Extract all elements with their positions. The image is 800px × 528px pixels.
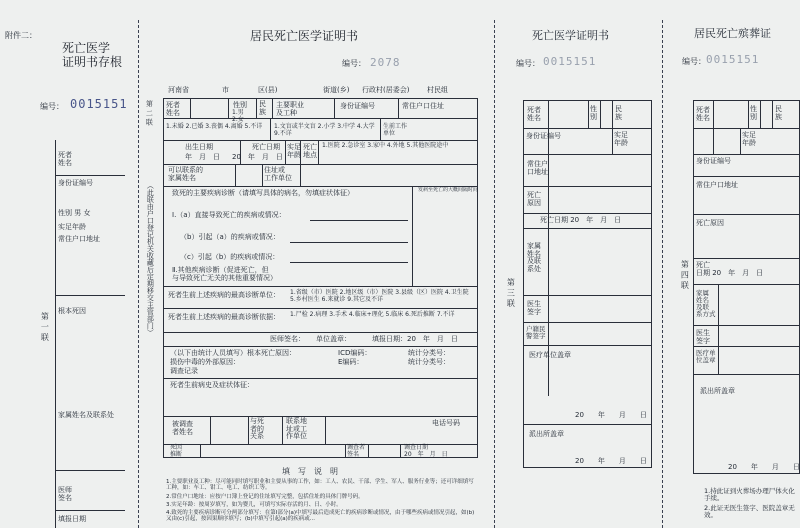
r3-age-label: 实足 年龄 [287,143,301,159]
col4-name-label: 死者 姓名 [696,106,710,122]
col3-hospital-seal: 医疗单位盖章 [529,351,571,359]
stub-part-label: 第 一 联 [40,312,50,342]
sign-unit-label: 单位盖章： [316,335,351,343]
r1-name-label: 死者 姓名 [166,101,180,117]
col3-title: 死亡医学证明书 [532,29,609,42]
diag-line-b: （b）引起（a）的疾病或情况： [180,233,280,241]
r4-family-label: 可以联系的 家属姓名 [168,166,203,182]
interval-header: 发病至死亡的大概间隔时间 [418,187,479,193]
col3-police-date: 20 年 月 日 [575,457,647,465]
stats-class-no2: 统计分类号： [408,358,450,366]
col4-nation-label: 民 族 [775,105,782,121]
stub-address-label: 常住户口地址 [58,235,100,243]
col4-note-2: 2.此证无医生签字、医院盖章无效。 [704,504,795,520]
col4-part-label: 第 四 联 [680,260,690,290]
r2-workplace-label: 生前工作单位 [383,123,408,137]
col4-police-seal: 派出所盖章 [700,387,735,395]
main-part-label: 第 二 联 [145,100,154,126]
respondent-label: 被调查 者姓名 [172,420,193,436]
col3-nation-label: 民 族 [615,105,622,121]
stub-family-label: 家属姓名及联系处 [58,411,114,419]
r1-id-label: 身份证编号 [340,102,375,110]
col3-age-label: 实足 年龄 [614,131,628,147]
main-title: 居民死亡医学证明书 [250,29,359,43]
stub-serial-number: 0015151 [70,97,128,111]
r3-death-ymd: 20 年 月 日 [232,153,283,161]
highest-unit-label: 死者生前上述疾病的最高诊断单位： [168,291,280,299]
col3-address-label: 常住户 口地址 [527,160,548,176]
col3-death-date: 死亡日期 20 年 月 日 [540,216,622,224]
col3-serial-number: 0015151 [543,55,597,68]
stats-external-cause: 损伤中毒的外部原因： [170,358,240,366]
perforation-line-3 [662,20,663,528]
stub-id-label: 身份证编号 [58,179,93,187]
r1-sex-opts: 1.男 2.女 [232,109,244,123]
col3-doctor-label: 医生 签字 [527,300,541,316]
col4-cause-label: 死亡原因 [696,219,724,227]
col3-id-label: 身份证编号 [526,132,561,140]
r1-sex-label: 性别 [233,101,247,109]
col3-police-seal: 派出所盖章 [529,430,564,438]
stub-sex-label: 性别 男 女 [58,209,91,217]
col4-doctor-label: 医生 签字 [696,329,710,345]
stats-e-code: E编码： [338,358,364,366]
contact-label: 联系地 址或工 作单位 [286,417,307,441]
col4-serial-label: 编号： [682,57,706,66]
main-serial-number: 2078 [370,56,401,69]
stub-age-label: 实足年龄 [58,223,86,231]
perforation-line-1 [138,20,139,528]
col4-hospital-seal: 医疗单 位盖章 [696,349,716,365]
instructions-title: 填 写 说 明 [282,467,338,476]
instruction-1: 1.主要职业及工种：尽可能同时填写职业和主要从事的工作，如：工人、农民、干部、学生、军人、服务行业等；还可详细填写工种，如：车工、钳工、电工、纺织工等。 [166,479,474,492]
cause-inferred-label: 死因 推断 [170,444,183,458]
survey-date-label: 调查日期 20 年 月 日 [404,444,448,458]
col3-name-label: 死者 姓名 [527,106,541,122]
r3-death-label: 死亡日期 [252,143,280,151]
r3-birth-label: 出生日期 [185,143,213,151]
stub-serial-label: 编号： [40,102,64,111]
basis-label: 死者生前上述疾病的最高诊断依据： [168,313,280,321]
stats-class-no: 统计分类号： [408,349,450,357]
loc-village: 行政村(居委会) [362,86,410,94]
loc-street: 街道(乡) [323,86,350,94]
col4-sex-label: 性 别 [750,105,757,121]
stub-name-label: 死者 姓名 [58,151,72,167]
annex-label: 附件二： [5,31,37,40]
col3-police-label: 户籍民 警签字 [526,325,546,341]
r1-occupation-label: 主要职业 及工种 [276,101,304,117]
col4-note-1: 1.持此证到火葬场办理尸体火化手续。 [704,487,795,503]
diag-line-a: Ⅰ.（a）直接导致死亡的疾病或情况： [172,211,286,219]
col4-title: 居民死亡殡葬证 [694,27,771,40]
history-label: 死者生前病史及症状体征： [170,381,254,389]
col4-serial-number: 0015151 [706,53,760,66]
r3-place-opts: 1.医院 2.急诊室 3.家中 4.外地 5.其他医院途中 [322,142,449,149]
col3-serial-label: 编号： [516,59,540,68]
diag-line-c: （c）引起（b）的疾病或情况： [180,253,280,261]
main-side-note: （此联由户口登记机关收藏后定期移交主管部门） [146,182,155,336]
r2-marital-opts: 1.未婚 2.已婚 3.丧偶 4.离婚 5.不详 [166,123,263,130]
stats-root-cause: （以下由统计人员填写）根本死亡原因： [170,349,296,357]
basis-opts: 1.尸检 2.病理 3.手术 4.临床+理化 5.临床 6.死后推断 7.不详 [290,311,455,318]
r1-nation-label: 民 族 [259,100,266,116]
r1-address-label: 常住户口住址 [402,102,444,110]
col3-sex-label: 性 别 [590,105,597,121]
loc-group: 村民组 [427,86,448,94]
col3-part-label: 第 三 联 [506,278,516,308]
col4-age-label: 实足 年龄 [742,131,756,147]
loc-province: 河南省 [168,86,189,94]
r3-birth-ymd: 年 月 日 [185,153,220,161]
highest-unit-opts: 1.省级（市）医院 2.地区级（市）医院 3.县级（区）医院 4.卫生院 5.乡村医生 6.来就诊 9.其它及不详 [290,289,469,303]
stub-title-line2: 证明书存根 [62,55,123,69]
stub-title-line1: 死亡医学 [62,41,111,55]
col3-hospital-date: 20 年 月 日 [575,411,647,419]
phone-label: 电话号码 [432,419,460,427]
r3-place-label: 死亡 地点 [303,143,317,159]
instruction-2: 2.常住户口地址：应按户口簿上登记的住址填写完整，包括住址的具体门牌号码。 [166,494,364,500]
col4-death-date: 死亡 日期 20 年 月 日 [696,261,764,277]
r2-education-opts: 1.文盲或半文盲 2.小学 3.中学 4.大学 9.不详 [274,123,375,137]
stub-cause-label: 根本死因 [58,307,86,315]
col3-cause-label: 死亡 原因 [527,191,541,207]
col3-family-label: 家属 姓名 及联 系处 [527,242,541,274]
stub-doctor-label: 医师 签名 [58,486,72,502]
loc-district: 区(县) [258,86,278,94]
perforation-line-2 [494,20,495,528]
instruction-4: 4.致死的主要疾病诊断可分两部分填写：在第Ⅰ部分(a)中填写最后造成死亡的疾病诊断或情况，由于哪些疾病或情况引起，如(b)又由(c)引起，按因果顺序填写；(b)中填写引起(a)的疾病或... [166,510,475,523]
r4-workplace-label: 住址或 工作单位 [264,166,292,182]
sign-date-label: 填报日期：20 年 月 日 [372,335,458,343]
main-serial-label: 编号： [342,59,366,68]
sign-doctor-label: 医师签名： [270,335,305,343]
col4-police-date: 20 年 月 日 [728,463,800,471]
stats-icd: ICD编码： [338,349,372,357]
survey-label: 调查记录 [170,367,198,375]
col4-family-label: 家属 姓名 及联 系方式 [696,289,716,319]
relation-label: 与死 者的 关系 [250,417,264,441]
instruction-3: 3.实足年龄：按周岁填写，如为婴儿，可填写实际存活的月、日、小时。 [166,502,342,508]
col4-id-label: 身份证编号 [696,157,731,165]
diag-header: 致死的主要疾病诊断（请填写具体的病名，勿填症状体征） [172,189,354,197]
investigator-label: 调查者 签名 [347,444,366,458]
diag-line-other: Ⅱ.其他疾病诊断（促进死亡，但 与导致死亡无关的其他重要情况） [172,266,277,282]
col4-address-label: 常住户口地址 [696,181,738,189]
stub-date-label: 填报日期 [58,515,86,523]
loc-city: 市 [222,86,229,94]
